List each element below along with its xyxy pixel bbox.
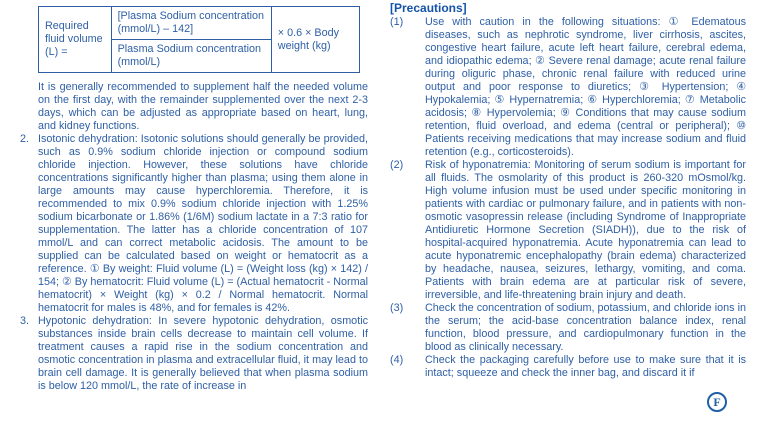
precaution-number: (2) (390, 159, 404, 171)
precaution-number: (4) (390, 354, 404, 366)
precautions-heading: [Precautions] (390, 1, 467, 15)
formula-numerator-cell: [Plasma Sodium concentration (mmol/L) – 142] (111, 7, 271, 40)
precaution-number: (1) (390, 16, 404, 28)
circled-f-mark-icon (707, 392, 727, 412)
list-item-number: 2. (20, 133, 30, 145)
list-item-text: Hypotonic dehydration: In severe hypotonic dehydration, osmotic substances inside brain cells decrease to maintain cell volume. If treatment causes a rapid rise in the sodium concentration and osmotic concentration in plasma and extracellular fluid, it may lead to brain cell damage. It is generally believed that when plasma sodium is below 120 mmol/L, the rate of increase in (38, 315, 368, 392)
fluid-volume-formula-table (38, 6, 368, 73)
precaution-item-2 (390, 159, 746, 302)
formula-denominator-cell: Plasma Sodium concentration (mmol/L) (111, 40, 271, 73)
left-column (20, 6, 368, 393)
precaution-text: Risk of hyponatremia: Monitoring of serum sodium is important for all fluids. The osmolarity of this product is 260-320 mOsmol/kg. High volume infusion must be used under specific monitoring in patients with cardiac or pulmonary failure, and in patients with non-osmotic vasopressin release (including Syndrome of Inappropriate Antidiuretic Hormone Secretion (SIADH)), due to the risk of hospital-acquired hyponatremia. Acute hyponatremia can lead to acute hyponatremic encephalopathy (brain edema) characterized by headache, nausea, seizures, lethargy, vomiting, and coma. Patients with brain edema are at particular risk of severe, irreversible, and life-threatening brain injury and death. (425, 159, 746, 301)
formula-lhs-cell: Required fluid volume (L) = (39, 7, 112, 73)
right-column (390, 1, 746, 380)
f-mark-letter: F (713, 395, 721, 409)
list-item-number: 3. (20, 315, 30, 327)
formula-table (38, 6, 360, 73)
precaution-item-4 (390, 354, 746, 380)
list-item-text: Isotonic dehydration: Isotonic solutions should generally be provided, such as 0.9% sodium chloride injection or compound sodium chloride injection. However, these solutions have chloride concentrations significantly higher than plasma; using them alone in large amounts may cause hyperchloremia. Therefore, it is recommended to mix 0.9% sodium chloride injection with 1.25% sodium bicarbonate or 1.86% (1/6M) sodium lactate in a 7:3 ratio for supplementation. The latter has a chloride concentration of 107 mmol/L and can correct metabolic acidosis. The amount to be supplied can be calculated based on weight or hematocrit as a reference. ① By weight: Fluid volume (L) = (Weight loss (kg) × 142) / 154; ② By hematocrit: Fluid volume (L) = (Actual hematocrit - Normal hematocrit) × Weight (kg) × 0.2 / Normal hematocrit. Normal hematocrit for males is 48%, and for females is 42%. (38, 133, 368, 314)
precaution-text: Check the concentration of sodium, potassium, and chloride ions in the serum; the acid-base concentration balance index, renal function, blood pressure, and cardiopulmonary function in the blood as clinically necessary. (425, 302, 746, 353)
list-item-2 (20, 133, 368, 315)
formula-rhs-cell: × 0.6 × Body weight (kg) (271, 7, 359, 73)
precaution-item-3 (390, 302, 746, 354)
list-item-3 (20, 315, 368, 393)
precaution-text: Check the packaging carefully before use to make sure that it is intact; squeeze and check the inner bag, and discard it if (425, 354, 746, 379)
precaution-text: Use with caution in the following situations: ① Edematous diseases, such as nephrotic syndrome, liver cirrhosis, ascites, congestive heart failure, acute left heart failure, cerebral edema, and idiopathic edema; ② Severe renal damage; acute renal failure during oliguric phase, chronic renal failure with reduced urine output and poor response to diuretics; ③ Hypertension; ④ Hypokalemia; ⑤ Hypernatremia; ⑥ Hyperchloremia; ⑦ Metabolic acidosis; ⑧ Hypervolemia; ⑨ Conditions that may cause sodium retention, fluid overload, and edema (central or peripheral); ⑩ Patients receiving medications that may increase sodium and fluid retention (e.g., corticosteroids). (425, 16, 746, 158)
item1-continuation-paragraph: It is generally recommended to supplement half the needed volume on the first day, with the remainder supplemented over the next 2-3 days, which can be adjusted as appropriate based on heart, lung, and kidney functions. (38, 81, 368, 132)
precaution-item-1 (390, 16, 746, 159)
precaution-number: (3) (390, 302, 404, 314)
